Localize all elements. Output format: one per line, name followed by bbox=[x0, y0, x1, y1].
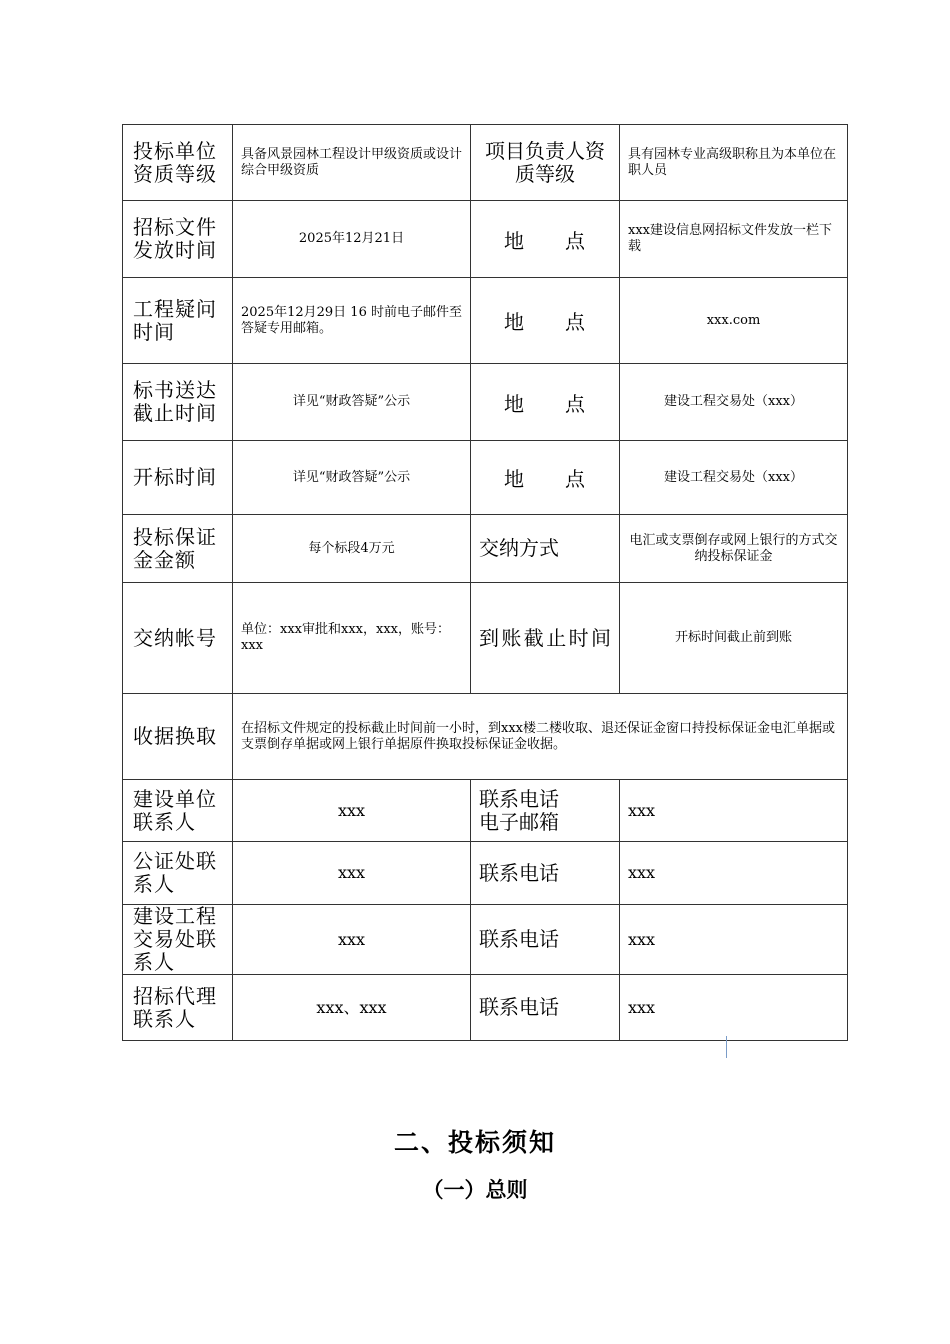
label-notary-contact: 公证处联系人 bbox=[123, 842, 233, 905]
table-row bbox=[123, 842, 848, 905]
value-opening-time: 详见“财政答疑”公示 bbox=[233, 441, 471, 515]
label-phone: 联系电话 bbox=[471, 842, 620, 905]
value-doc-issue-location: xxx建设信息网招标文件发放一栏下载 bbox=[620, 201, 848, 278]
table-row bbox=[123, 905, 848, 975]
value-account: 单位：xxx审批和xxx，xxx，账号：xxx bbox=[233, 583, 471, 694]
table-row bbox=[123, 364, 848, 441]
value-agent-contact: xxx、xxx bbox=[233, 975, 471, 1041]
table-row bbox=[123, 441, 848, 515]
label-agent-contact: 招标代理联系人 bbox=[123, 975, 233, 1041]
value-query-time: 2025年12月29日 16 时前电子邮件至答疑专用邮箱。 bbox=[233, 278, 471, 364]
value-receipt-exchange: 在招标文件规定的投标截止时间前一小时，到xxx楼二楼收取、退还保证金窗口持投标保证金电汇单据或支票倒存单据或网上银行单据原件换取投标保证金收据。 bbox=[233, 694, 848, 780]
value-query-email: xxx.com bbox=[620, 278, 848, 364]
table-row bbox=[123, 278, 848, 364]
value-arrival-deadline: 开标时间截止前到账 bbox=[620, 583, 848, 694]
table-row bbox=[123, 125, 848, 201]
label-phone-email: 联系电话 电子邮箱 bbox=[471, 780, 620, 842]
value-builder-contact: xxx bbox=[233, 780, 471, 842]
label-opening-time: 开标时间 bbox=[123, 441, 233, 515]
label-payment-method: 交纳方式 bbox=[471, 515, 620, 583]
label-location: 地 点 bbox=[471, 364, 620, 441]
table-row bbox=[123, 515, 848, 583]
label-phone: 联系电话 bbox=[471, 905, 620, 975]
value-bid-deadline: 详见“财政答疑”公示 bbox=[233, 364, 471, 441]
table-row bbox=[123, 694, 848, 780]
label-exchange-contact: 建设工程交易处联系人 bbox=[123, 905, 233, 975]
value-notary-contact: xxx bbox=[233, 842, 471, 905]
value-exchange-phone: xxx bbox=[620, 905, 848, 975]
value-exchange-contact: xxx bbox=[233, 905, 471, 975]
label-location: 地 点 bbox=[471, 201, 620, 278]
label-account: 交纳帐号 bbox=[123, 583, 233, 694]
table-row bbox=[123, 780, 848, 842]
value-notary-phone: xxx bbox=[620, 842, 848, 905]
label-location: 地 点 bbox=[471, 441, 620, 515]
value-opening-location: 建设工程交易处（xxx） bbox=[620, 441, 848, 515]
section-title: 二、投标须知 bbox=[393, 1128, 556, 1157]
value-deposit-amount: 每个标段4万元 bbox=[233, 515, 471, 583]
label-deposit-amount: 投标保证金金额 bbox=[123, 515, 233, 583]
tender-info-table bbox=[122, 124, 848, 1041]
table-row bbox=[123, 583, 848, 694]
label-query-time: 工程疑问时间 bbox=[123, 278, 233, 364]
label-bidder-qualification: 投标单位资质等级 bbox=[123, 125, 233, 201]
label-bid-deadline: 标书送达截止时间 bbox=[123, 364, 233, 441]
value-bidder-qualification: 具备风景园林工程设计甲级资质或设计综合甲级资质 bbox=[233, 125, 471, 201]
subsection-title: （一）总则 bbox=[422, 1177, 528, 1202]
table-row bbox=[123, 975, 848, 1041]
value-payment-method: 电汇或支票倒存或网上银行的方式交纳投标保证金 bbox=[620, 515, 848, 583]
label-receipt-exchange: 收据换取 bbox=[123, 694, 233, 780]
value-agent-phone: xxx bbox=[620, 975, 848, 1041]
label-arrival-deadline: 到账截止时间 bbox=[471, 583, 620, 694]
label-builder-contact: 建设单位联系人 bbox=[123, 780, 233, 842]
value-builder-phone: xxx bbox=[620, 780, 848, 842]
value-doc-issue-time: 2025年12月21日 bbox=[233, 201, 471, 278]
value-pm-qualification: 具有园林专业高级职称且为本单位在职人员 bbox=[620, 125, 848, 201]
value-bid-location: 建设工程交易处（xxx） bbox=[620, 364, 848, 441]
label-location: 地 点 bbox=[471, 278, 620, 364]
table-row bbox=[123, 201, 848, 278]
label-pm-qualification: 项目负责人资质等级 bbox=[471, 125, 620, 201]
text-cursor bbox=[726, 1036, 727, 1058]
label-phone: 联系电话 bbox=[471, 975, 620, 1041]
label-doc-issue-time: 招标文件发放时间 bbox=[123, 201, 233, 278]
